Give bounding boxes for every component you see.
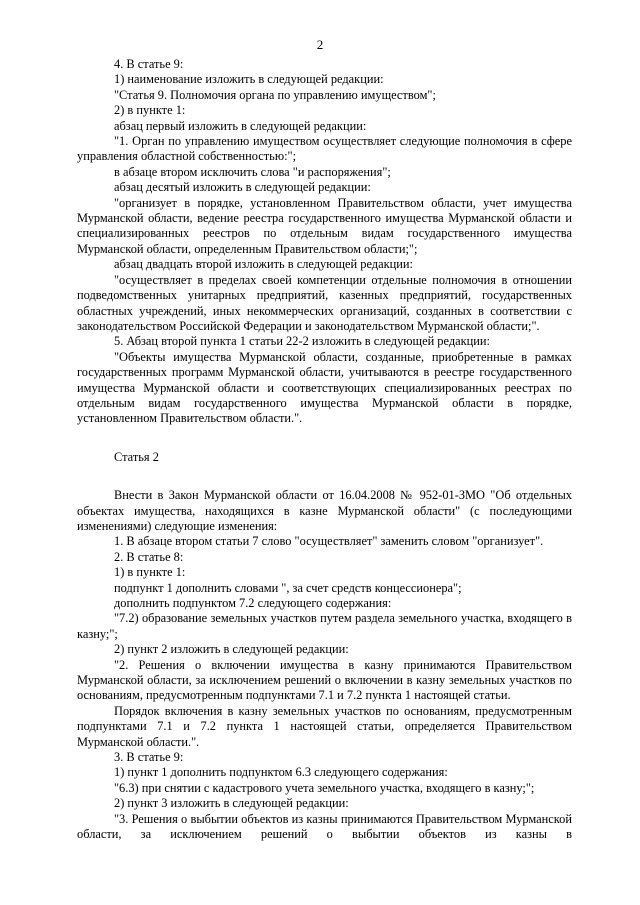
- paragraph: "2. Решения о включении имущества в казну принимаются Правительством Мурманской области, за исключением решений о включении в казну земельных участков по основаниям, предусмотренным подпунктами 7.1 и 7.2 пункта 1 настоящей статьи.: [77, 657, 572, 703]
- paragraph: "осуществляет в пределах своей компетенции отдельные полномочия в отношении подведомственных унитарных предприятий, казенных предприятий, государственных областных учреждений, иных некоммерческих организаций, созданных в соответствии с законодательством Российской Федерации и законодательством Мурманской области;".: [77, 272, 572, 333]
- paragraph: 1) наименование изложить в следующей редакции:: [114, 72, 384, 87]
- paragraph: 1) в пункте 1:: [114, 565, 186, 580]
- paragraph: Порядок включения в казну земельных участков по основаниям, предусмотренным подпунктами 7.1 и 7.2 пункта 1 настоящей статьи, определяется Правительством Мурманской области.".: [77, 703, 572, 749]
- paragraph: 4. В статье 9:: [114, 57, 184, 71]
- paragraph: "организует в порядке, установленном Правительством области, учет имущества Мурманской области, ведение реестра государственного имущества Мурманской области и специализированных реестров по отдельным видам государственного имущества Мурманской области, определенным Правительством области;";: [77, 195, 572, 256]
- paragraph: 3. В статье 9:: [114, 750, 184, 765]
- document-body: [77, 57, 572, 843]
- paragraph: подпункт 1 дополнить словами ", за счет средств концессионера";: [114, 580, 462, 595]
- paragraph: 1) пункт 1 дополнить подпунктом 6.3 следующего содержания:: [114, 765, 448, 780]
- paragraph: абзац десятый изложить в следующей редакции:: [114, 180, 371, 195]
- paragraph: абзац первый изложить в следующей редакции:: [114, 118, 367, 133]
- paragraph: "3. Решения о выбытии объектов из казны принимаются Правительством Мурманской области, за исключением решений о выбытии объектов из казны в: [77, 811, 572, 842]
- paragraph: 2) пункт 2 изложить в следующей редакции:: [114, 642, 349, 657]
- paragraph: абзац двадцать второй изложить в следующей редакции:: [114, 257, 413, 272]
- paragraph: "6.3) при снятии с кадастрового учета земельного участка, входящего в казну;";: [114, 780, 535, 795]
- paragraph: 2. В статье 8:: [114, 549, 184, 564]
- paragraph: "Объекты имущества Мурманской области, созданные, приобретенные в рамках государственных программ Мурманской области, учитываются в реестре государственного имущества Мурманской области и соответствующих специализированных реестрах по отдельным видам государственного имущества Мурманской области в порядке, установленном Правительством области.".: [77, 349, 572, 426]
- paragraph: 5. Абзац второй пункта 1 статьи 22-2 изложить в следующей редакции:: [114, 334, 490, 349]
- paragraph: в абзаце втором исключить слова "и распоряжения";: [114, 164, 391, 179]
- article-heading: Статья 2: [114, 449, 159, 464]
- paragraph: Внести в Закон Мурманской области от 16.04.2008 № 952-01-ЗМО "Об отдельных объектах имущества, находящихся в казне Мурманской области" (с последующими изменениями) следующие изменения:: [77, 488, 572, 533]
- paragraph: "Статья 9. Полномочия органа по управлению имуществом";: [114, 87, 436, 102]
- page-number: 2: [316, 37, 324, 52]
- paragraph: 2) в пункте 1:: [114, 103, 186, 118]
- paragraph: 1. В абзаце втором статьи 7 слово "осуществляет" заменить словом "организует".: [114, 534, 544, 549]
- paragraph: 2) пункт 3 изложить в следующей редакции:: [114, 796, 349, 811]
- paragraph: дополнить подпунктом 7.2 следующего содержания:: [114, 596, 392, 610]
- paragraph: "7.2) образование земельных участков путем раздела земельного участка, входящего в казну;";: [77, 611, 572, 641]
- paragraph: "1. Орган по управлению имуществом осуществляет следующие полномочия в сфере управления областной собственностью:";: [77, 134, 572, 164]
